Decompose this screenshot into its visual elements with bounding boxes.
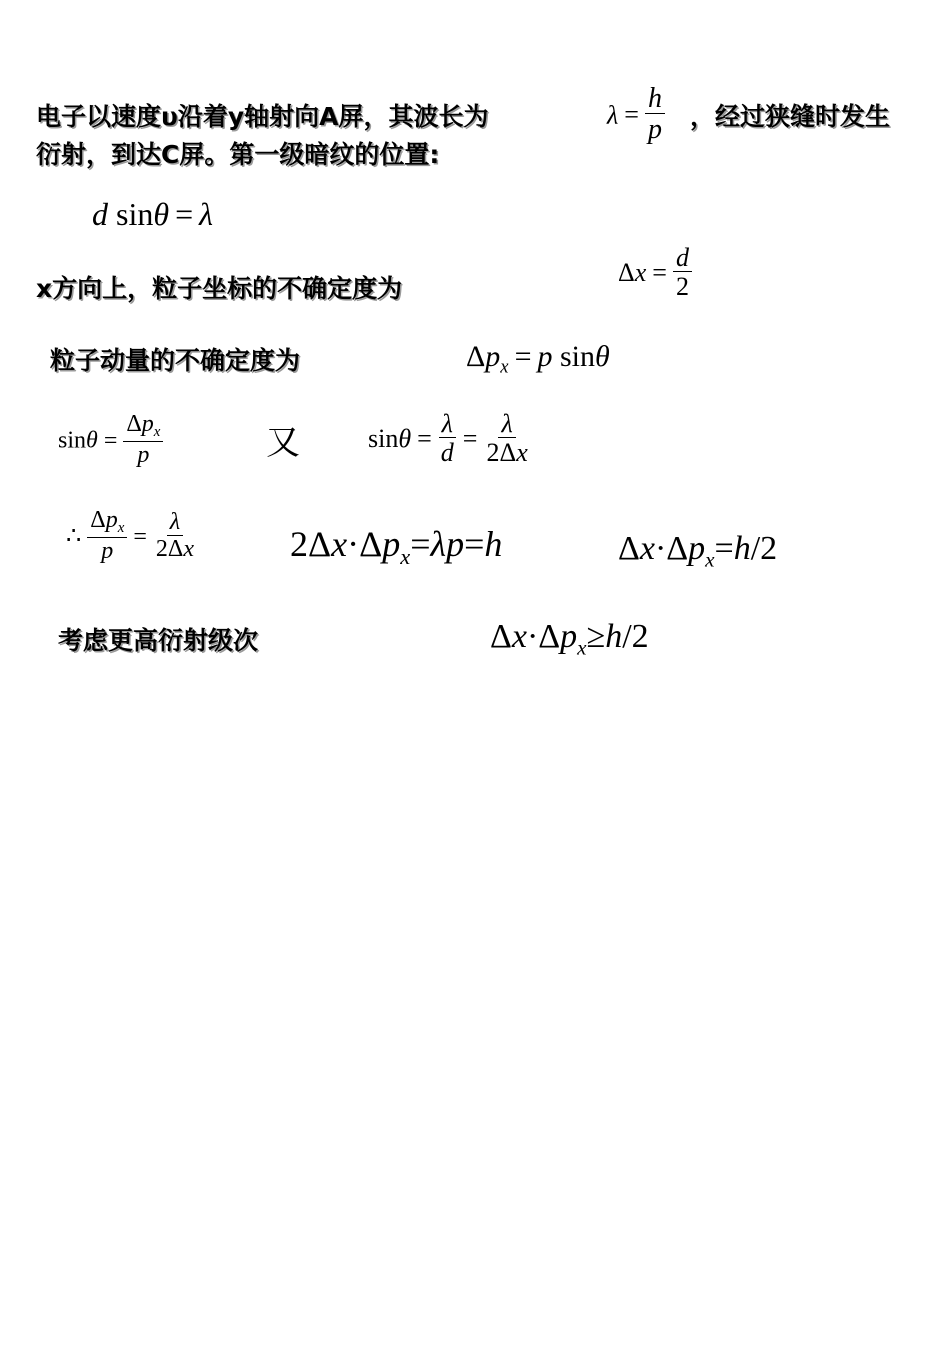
- higher-orders-label: 考虑更高衍射级次: [58, 626, 259, 655]
- intro-line-2: 衍射，到达C屏。第一级暗纹的位置:: [36, 140, 440, 169]
- intro-line-1b: ，经过狭缝时发生: [690, 102, 891, 131]
- sin-theta-wavelength: sinθ = $\frac{\lambda}{d}$ = $\frac{\lambda}{2\Delta x}$: [368, 409, 528, 468]
- therefore-equation: ∴ $\frac{\Delta p_x}{p}$ = $\frac{\lambda}{2\Delta x}$: [66, 507, 194, 564]
- sin-theta-momentum: sinθ = $\frac{\Delta p_x}{p}$: [58, 412, 163, 469]
- p-uncertainty-label: 粒子动量的不确定度为: [50, 346, 301, 375]
- product-equation: $2\Delta x\cdot\Delta p_x=\lambda p=h$: [290, 524, 503, 569]
- uncertainty-inequality: $\Delta x\cdot\Delta p_x\ge h/2$: [490, 618, 649, 660]
- x-uncertainty-label: x方向上，粒子坐标的不确定度为: [36, 274, 403, 303]
- x-uncertainty-formula: Δx = $\frac{d}{2}$: [618, 244, 692, 302]
- p-uncertainty-formula: $\Delta p_x = p$ sinθ: [466, 340, 610, 378]
- wavelength-formula: λ = $\frac{h}{p}$: [607, 84, 665, 147]
- also-word: 又: [266, 423, 300, 463]
- intro-line-1a: 电子以速度υ沿着y轴射向A屏，其波长为: [36, 102, 489, 131]
- dark-fringe-equation: d sinθ = λ: [92, 196, 213, 232]
- uncertainty-equality: $\Delta x\cdot\Delta p_x=h/2$: [618, 530, 778, 572]
